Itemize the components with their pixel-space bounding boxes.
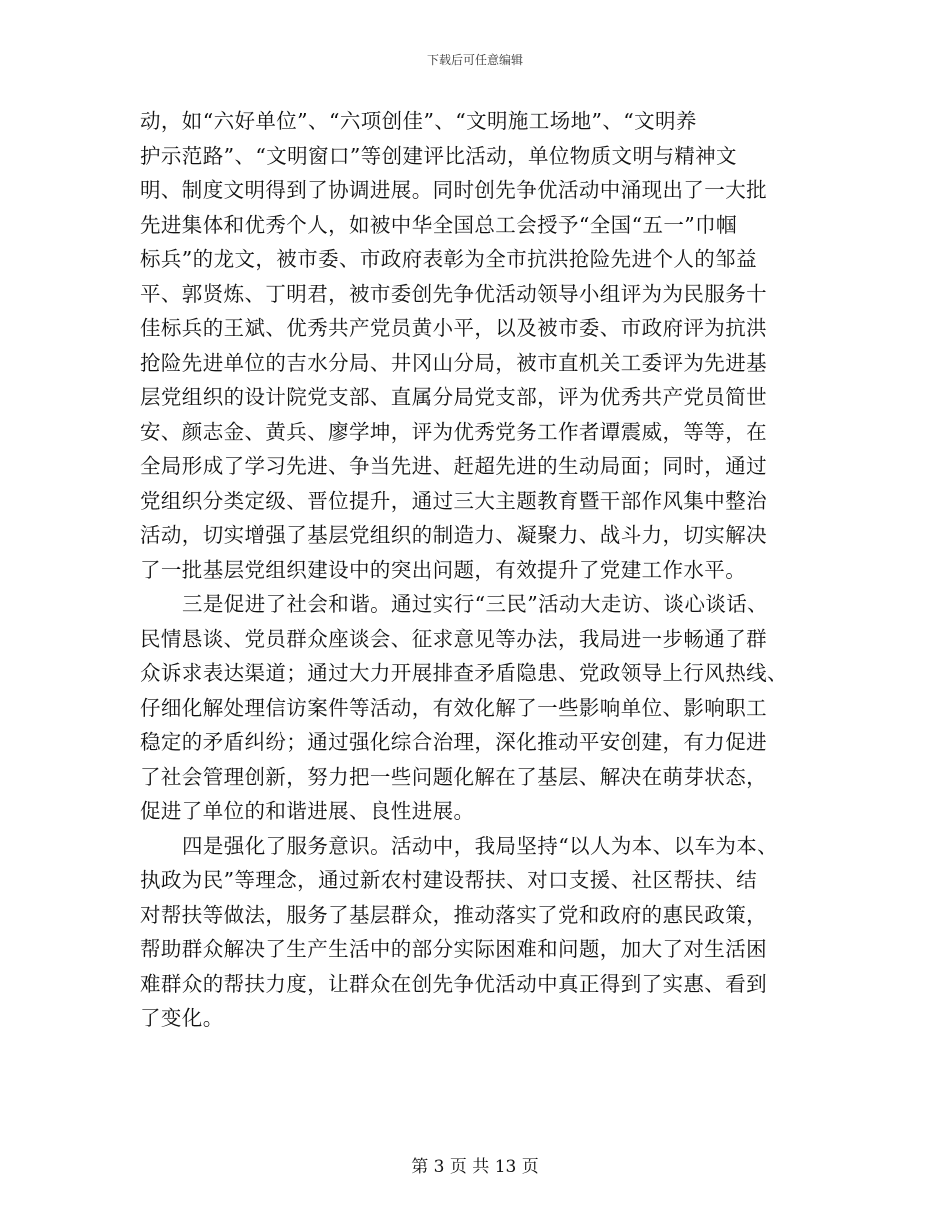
text-line: 稳定的矛盾纠纷；通过强化综合治理，深化推动平安创建，有力促进 bbox=[140, 730, 767, 754]
text-line: 三是促进了社会和谐。通过实行“三民”活动大走访、谈心谈话、 bbox=[182, 592, 769, 616]
text-line: 平、郭贤炼、丁明君，被市委创先争优活动领导小组评为为民服务十 bbox=[140, 281, 767, 306]
text-line: 了社会管理创新，努力把一些问题化解在了基层、解决在萌芽状态， bbox=[140, 764, 767, 789]
text-line: 促进了单位的和谐进展、良性进展。 bbox=[140, 799, 475, 823]
text-line: 难群众的帮扶力度，让群众在创先争优活动中真正得到了实惠、看到 bbox=[140, 971, 767, 996]
text-line: 帮助群众解决了生产生活中的部分实际困难和问题，加大了对生活困 bbox=[140, 937, 767, 961]
text-line: 了一批基层党组织建设中的突出问题，有效提升了党建工作水平。 bbox=[140, 557, 747, 582]
text-line: 众诉求表达渠道；通过大力开展排查矛盾隐患、党政领导上行风热线、 bbox=[140, 661, 788, 685]
text-line: 先进集体和优秀个人，如被中华全国总工会授予“全国“五一”巾帼 bbox=[140, 212, 737, 237]
paragraph-service-awareness bbox=[140, 829, 828, 1036]
text-line: 执政为民”等理念，通过新农村建设帮扶、对口支援、社区帮扶、结 bbox=[140, 868, 757, 892]
text-line: 安、颜志金、黄兵、廖学坤，评为优秀党务工作者谭震威，等等，在 bbox=[140, 419, 767, 444]
text-line: 民情恳谈、党员群众座谈会、征求意见等办法，我局进一步畅通了群 bbox=[140, 626, 767, 651]
text-line: 抢险先进单位的吉水分局、井冈山分局，被市直机关工委评为先进基 bbox=[140, 350, 767, 375]
text-line: 全局形成了学习先进、争当先进、赶超先进的生动局面；同时，通过 bbox=[140, 454, 767, 478]
text-line: 了变化。 bbox=[140, 1006, 224, 1030]
text-line: 动，如“六好单位”、“六项创佳”、“文明施工场地”、“文明养 bbox=[140, 109, 697, 133]
text-line: 四是强化了服务意识。活动中，我局坚持“以人为本、以车为本、 bbox=[182, 833, 779, 858]
text-line: 仔细化解处理信访案件等活动，有效化解了一些影响单位、影响职工 bbox=[140, 695, 767, 720]
text-line: 护示范路”、“文明窗口”等创建评比活动，单位物质文明与精神文 bbox=[140, 143, 737, 168]
text-line: 党组织分类定级、晋位提升，通过三大主题教育暨干部作风集中整治 bbox=[140, 488, 767, 513]
text-line: 层党组织的设计院党支部、直属分局党支部，评为优秀共产党员简世 bbox=[140, 385, 767, 409]
page-number-footer: 第 3 页 共 13 页 bbox=[411, 1157, 539, 1177]
paragraph-social-harmony bbox=[140, 587, 828, 829]
text-line: 佳标兵的王斌、优秀共产党员黄小平，以及被市委、市政府评为抗洪 bbox=[140, 316, 767, 340]
page-header: 下载后可任意编辑 bbox=[426, 53, 523, 67]
text-line: 标兵”的龙文，被市委、市政府表彰为全市抗洪抢险先进个人的邹益 bbox=[140, 247, 757, 271]
text-line: 活动，切实增强了基层党组织的制造力、凝聚力、战斗力，切实解决 bbox=[140, 523, 767, 547]
text-line: 对帮扶等做法，服务了基层群众，推动落实了党和政府的惠民政策， bbox=[140, 902, 767, 927]
body-text bbox=[140, 104, 828, 1036]
paragraph-achievements-continued bbox=[140, 104, 828, 587]
text-line: 明、制度文明得到了协调进展。同时创先争优活动中涌现出了一大批 bbox=[140, 178, 767, 202]
